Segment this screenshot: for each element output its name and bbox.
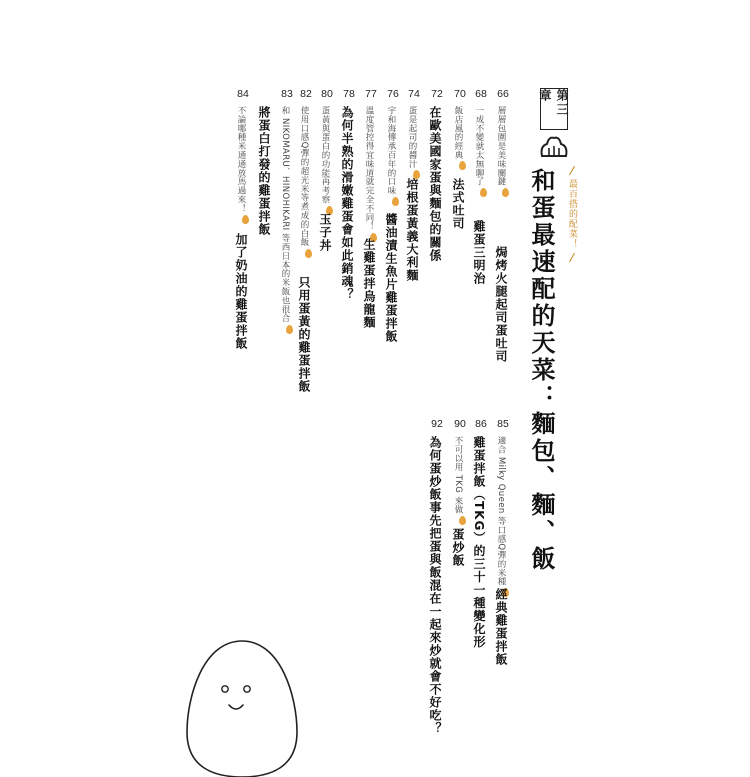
page-number: 77 — [365, 88, 377, 100]
page-number: 86 — [475, 418, 487, 430]
entry-title: 為何半熟的滑嫩雞蛋會如此銷魂？ — [340, 106, 354, 301]
entry-title: 蛋炒飯 — [451, 528, 465, 567]
entry-title: 醬油漬生魚片雞蛋拌飯 — [384, 213, 398, 343]
egg-marker-icon — [305, 249, 312, 258]
page-number: 78 — [343, 88, 355, 100]
egg-marker-icon — [392, 197, 399, 206]
entry-subtitle: 一成不變就太無聊了 — [470, 106, 489, 199]
page-number: 85 — [497, 418, 509, 430]
tagline-slash — [569, 253, 575, 262]
page-number: 72 — [431, 88, 443, 100]
tagline-text: 最百搭的配菜！ — [567, 178, 577, 249]
entry-title: 焗烤火腿起司蛋吐司 — [494, 246, 508, 363]
tagline-slash — [569, 166, 575, 175]
page-number: 76 — [387, 88, 399, 100]
entry-subtitle: 層層包圍是美味關鍵 — [492, 106, 511, 199]
entry-title: 雞蛋三明治 — [472, 220, 486, 285]
entry-subtitle: 蛋黃與蛋白的功能再考察 — [316, 106, 335, 217]
page-number: 83 — [281, 88, 293, 100]
entry-title: 生雞蛋拌烏龍麵 — [362, 238, 376, 329]
page-number: 80 — [321, 88, 333, 100]
chapter-label: 第三章 — [540, 88, 568, 130]
entry-title: 法式吐司 — [451, 178, 465, 230]
entry-subtitle: 飯店風的經典 — [449, 106, 468, 172]
entry-title: 雞蛋拌飯（TKG）的三十一種變化形 — [472, 436, 486, 649]
entry-subtitle: 溫度管控得宜味道就完全不同！ — [360, 106, 379, 244]
page-number: 82 — [300, 88, 312, 100]
entry-title: 為何蛋炒飯事先把蛋與飯混在一起來炒就會不好吃？ — [428, 436, 442, 735]
chapter-title: 和蛋最速配的天菜：麵包、麵、飯 — [527, 168, 555, 573]
page-number: 90 — [454, 418, 466, 430]
smiling-egg-illustration — [183, 637, 301, 777]
entry-subtitle: 不可以用 TKG 來做 — [449, 436, 468, 527]
entry-title: 在歐美國家蛋與麵包的關係 — [428, 106, 442, 262]
entry-title: 經典雞蛋拌飯 — [494, 588, 508, 666]
page-number: 84 — [237, 88, 249, 100]
entry-subtitle: 不論哪種米通通放馬過來！ — [232, 106, 251, 226]
page-number: 68 — [475, 88, 487, 100]
entry-title: 玉子丼 — [318, 213, 332, 252]
egg-marker-icon — [459, 161, 466, 170]
page-number: 66 — [497, 88, 509, 100]
entry-subtitle: 和 NIKOMARU、HINOHIKARI 等西日本的米飯也很合 — [276, 106, 295, 336]
egg-marker-icon — [480, 188, 487, 197]
entry-subtitle: 適合 Milky Queen 等口感Q彈的米種 — [492, 436, 511, 599]
page-number: 70 — [454, 88, 466, 100]
egg-marker-icon — [242, 215, 249, 224]
egg-marker-icon — [459, 516, 466, 525]
bread-chapter-icon — [537, 132, 571, 162]
entry-title: 加了奶油的雞蛋拌飯 — [234, 233, 248, 350]
page-number: 92 — [431, 418, 443, 430]
entry-subtitle: 蛋是起司的醬汁 — [403, 106, 422, 181]
entry-title: 只用蛋黃的雞蛋拌飯 — [297, 276, 311, 393]
entry-subtitle: 使用口感Q彈的超光米等煮成的白飯 — [295, 106, 314, 260]
egg-marker-icon — [286, 325, 293, 334]
chapter-tagline — [566, 166, 579, 262]
entry-subtitle: 宇和海傳承百年的口味 — [382, 106, 401, 208]
entry-title: 將蛋白打發的雞蛋拌飯 — [257, 106, 271, 236]
egg-marker-icon — [502, 188, 509, 197]
page-number: 74 — [408, 88, 420, 100]
entry-title: 培根蛋黃義大利麵 — [405, 178, 419, 282]
